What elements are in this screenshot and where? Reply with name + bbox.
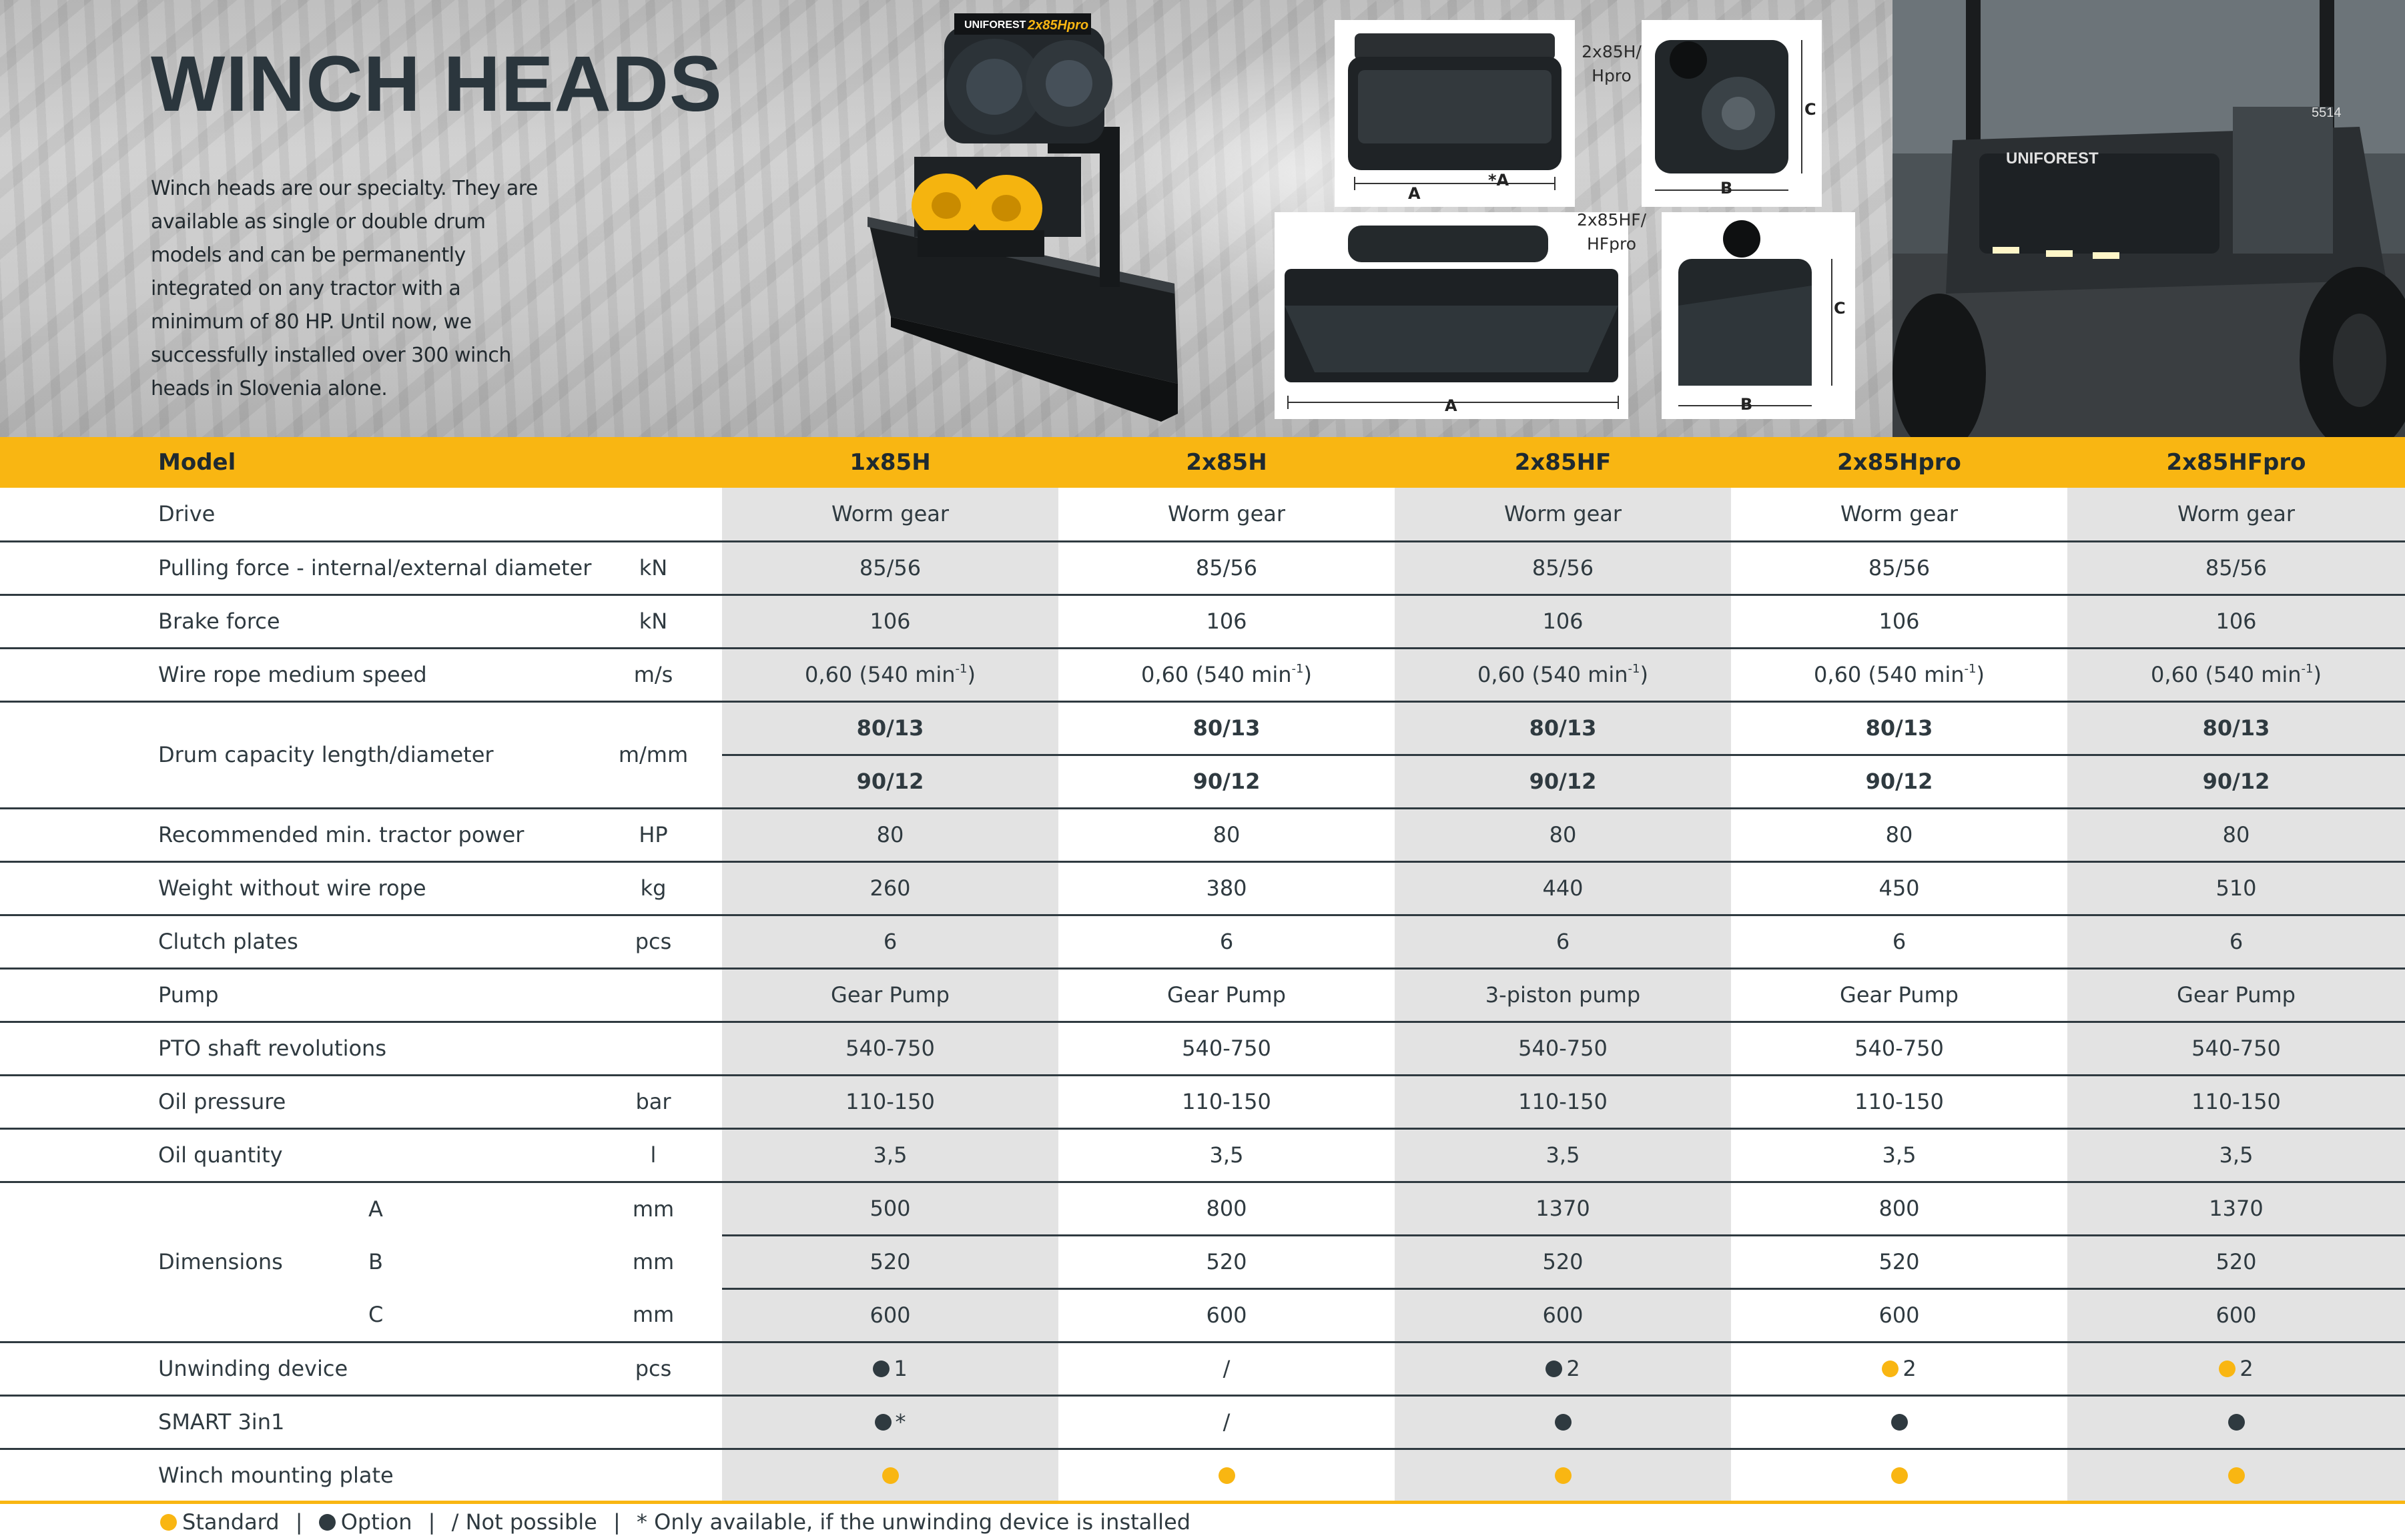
table-row [0, 915, 2405, 968]
unit-exponent: -1 [1628, 662, 1640, 676]
value-cell [722, 1022, 1058, 1075]
value-cell: 600 [722, 1288, 1058, 1342]
value-cell [722, 1449, 1058, 1502]
value-cell [722, 968, 1058, 1022]
row-unit: bar [585, 1075, 722, 1128]
cell-text: 80 [1885, 822, 1913, 847]
row-label: Oil quantity [0, 1128, 585, 1182]
standard-dot-icon [1891, 1467, 1908, 1484]
row-unit: m/mm [585, 701, 722, 808]
legend-separator: | [613, 1509, 621, 1535]
row-unit [585, 1449, 722, 1502]
value-cell [1731, 541, 2067, 595]
value-cell [1731, 1022, 2067, 1075]
dimension-sub-label: A [368, 1196, 383, 1222]
cell-text: 85/56 [2205, 555, 2268, 581]
model-2x85hpro: 2x85Hpro [1837, 449, 1961, 476]
table-row [0, 1395, 2405, 1449]
cell-text: Gear Pump [831, 982, 950, 1008]
value-cell [1058, 488, 1395, 541]
value-cell [1058, 915, 1395, 968]
row-unit: pcs [585, 915, 722, 968]
value-cell: 90/12 [1395, 755, 1731, 808]
value-cell [1058, 861, 1395, 915]
option-dot-icon [2228, 1414, 2245, 1431]
value-cell [2067, 915, 2405, 968]
value-cell: 90/12 [1058, 755, 1395, 808]
cell-text: 85/56 [1868, 555, 1931, 581]
value-cell: 80/13 [1058, 701, 1395, 755]
value-cell [1395, 808, 1731, 861]
value-cell [1395, 541, 1731, 595]
cell-text: Gear Pump [1167, 982, 1286, 1008]
closing-parenthesis: ) [1640, 662, 1648, 687]
table-header-row [0, 437, 2405, 488]
cell-text: 2 [2240, 1356, 2254, 1381]
value-cell [722, 1395, 1058, 1449]
cell-text: 540-750 [1518, 1036, 1608, 1061]
dimension-sub-label: B [368, 1249, 383, 1274]
drawing-2x85h-side [1642, 20, 1822, 207]
unit-exponent: -1 [1964, 662, 1977, 676]
cell-text: 380 [1206, 875, 1247, 901]
table-row [0, 1022, 2405, 1075]
row-unit [585, 968, 722, 1022]
cell-text: 6 [1219, 929, 1234, 954]
cell-text: 1 [894, 1356, 908, 1381]
row-label: Recommended min. tractor power [0, 808, 585, 861]
intro-paragraph: Winch heads are our specialty. They are available as single or double drum models and can be permanently integrated on any tractor with a minimum of 80 HP. Until now, we successfully installed over 300 winch heads in Slovenia alone. [151, 177, 538, 400]
value-cell: 90/12 [2067, 755, 2405, 808]
cell-text: 85/56 [1195, 555, 1258, 581]
specification-table [0, 437, 2405, 1504]
value-cell [2067, 1449, 2405, 1502]
cell-text: Worm gear [1167, 501, 1286, 527]
value-cell [2067, 595, 2405, 648]
value-cell [2067, 1342, 2405, 1395]
value-cell [1058, 1128, 1395, 1182]
value-cell [722, 1342, 1058, 1395]
value-cell [722, 1075, 1058, 1128]
value-cell [2067, 1075, 2405, 1128]
cell-text: 540-750 [1854, 1036, 1944, 1061]
unit-exponent: -1 [955, 662, 968, 676]
dimension-a-label: A [1408, 184, 1421, 203]
value-cell: 1370 [2067, 1182, 2405, 1235]
standard-dot-icon [160, 1514, 177, 1531]
row-unit: pcs [585, 1342, 722, 1395]
option-dot-icon [319, 1514, 336, 1531]
table-row [0, 808, 2405, 861]
standard-dot-icon [1219, 1467, 1235, 1484]
photo-brand-label: UNIFOREST [2006, 149, 2099, 167]
value-cell [1058, 1075, 1395, 1128]
row-unit [585, 488, 722, 541]
value-cell [1395, 915, 1731, 968]
dimension-sub-label: C [364, 1288, 585, 1342]
value-cell [2067, 968, 2405, 1022]
model-2x85hf: 2x85HF [1514, 449, 1612, 476]
option-dot-icon [1545, 1361, 1562, 1377]
cell-text: 80 [876, 822, 904, 847]
row-unit: m/s [585, 648, 722, 701]
value-cell [1731, 595, 2067, 648]
cell-text: 110-150 [2191, 1089, 2281, 1114]
value-cell [1395, 1449, 1731, 1502]
value-cell [722, 488, 1058, 541]
dimension-c-label: C [1804, 100, 1816, 119]
cell-text: Worm gear [1503, 501, 1622, 527]
value-cell [1731, 648, 2067, 701]
value-cell [1731, 1075, 2067, 1128]
table-row [0, 1075, 2405, 1128]
unit-exponent: -1 [1291, 662, 1304, 676]
value-cell: 520 [2067, 1235, 2405, 1288]
row-label: Drive [0, 488, 585, 541]
value-cell [1058, 541, 1395, 595]
value-cell [1731, 915, 2067, 968]
cell-text: 260 [870, 875, 911, 901]
value-cell: 800 [1731, 1182, 2067, 1235]
value-cell [1058, 1395, 1395, 1449]
value-cell [1731, 968, 2067, 1022]
model-1x85h: 1x85H [849, 449, 931, 476]
value-cell [1731, 808, 2067, 861]
value-cell: 90/12 [722, 755, 1058, 808]
table-row [0, 488, 2405, 541]
value-cell [1731, 1128, 2067, 1182]
table-body [0, 488, 2405, 1502]
cell-text: 0,60 (540 min [1814, 662, 1965, 687]
value-cell [722, 808, 1058, 861]
value-cell: 1370 [1395, 1182, 1731, 1235]
value-cell [1395, 1022, 1731, 1075]
cell-text: Worm gear [2177, 501, 2296, 527]
option-dot-icon [1891, 1414, 1908, 1431]
row-unit [585, 1022, 722, 1075]
page-title: WINCH HEADS [151, 40, 723, 128]
table-row [0, 968, 2405, 1022]
row-unit: HP [585, 808, 722, 861]
dimension-b-label-hf: B [1740, 395, 1753, 414]
cell-text: 106 [870, 609, 911, 634]
value-cell [1058, 1449, 1395, 1502]
cell-text: 510 [2215, 875, 2257, 901]
cell-text: 3-piston pump [1485, 982, 1641, 1008]
legend-option: Option [340, 1509, 412, 1535]
row-unit [585, 1395, 722, 1449]
cell-text: 2 [1903, 1356, 1917, 1381]
option-dot-icon [873, 1361, 890, 1377]
standard-dot-icon [2219, 1361, 2236, 1377]
cell-text: 6 [1556, 929, 1570, 954]
cell-text: 80 [1549, 822, 1577, 847]
cell-text: 440 [1542, 875, 1584, 901]
cell-text: * [895, 1409, 906, 1435]
row-label: Wire rope medium speed [0, 648, 585, 701]
standard-dot-icon [1555, 1467, 1572, 1484]
value-cell [722, 915, 1058, 968]
option-dot-icon [875, 1414, 892, 1431]
cell-text: 540-750 [2191, 1036, 2281, 1061]
cell-text: 80 [1213, 822, 1241, 847]
value-cell: 500 [722, 1182, 1058, 1235]
value-cell [1395, 1075, 1731, 1128]
table-row [0, 1449, 2405, 1502]
value-cell: 80/13 [1395, 701, 1731, 755]
closing-parenthesis: ) [1976, 662, 1985, 687]
legend-separator: | [295, 1509, 303, 1535]
legend-standard: Standard [182, 1509, 280, 1535]
cell-text: 106 [2215, 609, 2257, 634]
drawing-2x85h-front [1335, 20, 1575, 207]
product-brand-label: UNIFOREST [964, 19, 1026, 31]
row-label: Oil pressure [0, 1075, 585, 1128]
cell-text: 2 [1566, 1356, 1580, 1381]
row-unit: kN [585, 595, 722, 648]
value-cell [2067, 1022, 2405, 1075]
cell-text: 80 [2222, 822, 2250, 847]
cell-text: 3,5 [1882, 1142, 1917, 1168]
table-row [0, 541, 2405, 595]
cell-text: 106 [1878, 609, 1920, 634]
model-header: Model [158, 449, 236, 476]
value-cell [2067, 541, 2405, 595]
value-cell [1058, 1342, 1395, 1395]
winch-head-product-image [827, 13, 1201, 427]
value-cell [1058, 595, 1395, 648]
value-cell: 520 [1395, 1235, 1731, 1288]
value-cell [1731, 488, 2067, 541]
value-cell [1731, 1342, 2067, 1395]
value-cell [722, 541, 1058, 595]
closing-parenthesis: ) [2313, 662, 2322, 687]
table-row [0, 1342, 2405, 1395]
legend-separator: | [428, 1509, 436, 1535]
cell-text: 106 [1542, 609, 1584, 634]
product-model-label: 2x85Hpro [1028, 18, 1089, 33]
row-label: Clutch plates [0, 915, 585, 968]
cell-text: 106 [1206, 609, 1247, 634]
standard-dot-icon [1882, 1361, 1899, 1377]
value-cell: 80/13 [1731, 701, 2067, 755]
value-cell: 80/13 [722, 701, 1058, 755]
cell-text: 450 [1878, 875, 1920, 901]
standard-dot-icon [2228, 1467, 2245, 1484]
drawing-caption-2x85hf: 2x85HF/ HFpro [1576, 210, 1647, 254]
value-cell [1395, 1342, 1731, 1395]
table-row [0, 1128, 2405, 1182]
dimension-a-star-label: *A [1488, 171, 1509, 189]
cell-text: 0,60 (540 min [1477, 662, 1628, 687]
row-unit: mm [632, 1196, 675, 1222]
cell-text: 6 [883, 929, 898, 954]
cell-text: 6 [1892, 929, 1907, 954]
cell-text: Gear Pump [2177, 982, 2296, 1008]
unit-exponent: -1 [2301, 662, 2314, 676]
cell-text: 110-150 [1518, 1089, 1608, 1114]
legend-note: * Only available, if the unwinding device is installed [636, 1509, 1191, 1535]
row-label: Unwinding device [0, 1342, 585, 1395]
cell-text: 3,5 [1545, 1142, 1580, 1168]
value-cell [2067, 808, 2405, 861]
dimension-c-label-hf: C [1834, 299, 1846, 318]
value-cell: 520 [1058, 1235, 1395, 1288]
cell-text: 540-750 [1182, 1036, 1271, 1061]
table-row [0, 1182, 2405, 1235]
dimension-a-label-hf: A [1445, 396, 1457, 415]
value-cell [2067, 488, 2405, 541]
table-row [0, 595, 2405, 648]
value-cell [2067, 1128, 2405, 1182]
value-cell [1731, 861, 2067, 915]
value-cell: 600 [1731, 1288, 2067, 1342]
cell-text: / [1223, 1356, 1231, 1381]
row-unit: kg [585, 861, 722, 915]
table-row [0, 648, 2405, 701]
value-cell: 80/13 [2067, 701, 2405, 755]
closing-parenthesis: ) [1303, 662, 1312, 687]
drawing-2x85hf-side [1662, 212, 1855, 419]
row-label: PTO shaft revolutions [0, 1022, 585, 1075]
cell-text: Gear Pump [1840, 982, 1959, 1008]
cell-text: 0,60 (540 min [1141, 662, 1292, 687]
value-cell [722, 1128, 1058, 1182]
standard-dot-icon [882, 1467, 899, 1484]
row-label: Brake force [0, 595, 585, 648]
value-cell [1731, 1395, 2067, 1449]
cell-text: Worm gear [831, 501, 950, 527]
value-cell [1058, 1022, 1395, 1075]
row-unit: kN [585, 541, 722, 595]
cell-text: 540-750 [845, 1036, 935, 1061]
hero-banner [0, 0, 2405, 437]
photo-badge-label: 5514 [2312, 105, 2342, 120]
cell-text: 85/56 [859, 555, 922, 581]
value-cell: 600 [1395, 1288, 1731, 1342]
dimension-b-label: B [1720, 179, 1733, 198]
option-dot-icon [1555, 1414, 1572, 1431]
closing-parenthesis: ) [967, 662, 976, 687]
row-label: Pump [0, 968, 585, 1022]
cell-text: 3,5 [873, 1142, 908, 1168]
cell-text: 3,5 [2219, 1142, 2254, 1168]
row-unit: mm [585, 1288, 722, 1342]
row-label: Weight without wire rope [0, 861, 585, 915]
row-label: Winch mounting plate [0, 1449, 585, 1502]
legend-not-possible: / Not possible [451, 1509, 597, 1535]
value-cell [2067, 861, 2405, 915]
cell-text: Worm gear [1840, 501, 1959, 527]
row-label: Drum capacity length/diameter [0, 701, 585, 808]
row-label: SMART 3in1 [0, 1395, 585, 1449]
table-row [0, 701, 2405, 755]
row-unit: l [585, 1128, 722, 1182]
cell-text: 85/56 [1531, 555, 1594, 581]
value-cell [1058, 648, 1395, 701]
value-cell [1395, 595, 1731, 648]
value-cell [1395, 1395, 1731, 1449]
cell-text: 0,60 (540 min [805, 662, 956, 687]
value-cell [2067, 1395, 2405, 1449]
cell-text: 110-150 [1854, 1089, 1944, 1114]
value-cell [1395, 648, 1731, 701]
model-2x85hfpro: 2x85HFpro [2166, 449, 2306, 476]
cell-text: 0,60 (540 min [2151, 662, 2302, 687]
value-cell: 520 [722, 1235, 1058, 1288]
value-cell [722, 648, 1058, 701]
table-row [0, 861, 2405, 915]
value-cell [1395, 968, 1731, 1022]
model-2x85h: 2x85H [1186, 449, 1267, 476]
cell-text: / [1223, 1409, 1231, 1435]
tractor-photo [1893, 0, 2405, 437]
value-cell: 600 [1058, 1288, 1395, 1342]
cell-text: 110-150 [845, 1089, 935, 1114]
row-label: Pulling force - internal/external diameter [0, 541, 585, 595]
value-cell [722, 861, 1058, 915]
drawing-caption-2x85h: 2x85H/ Hpro [1582, 42, 1642, 85]
value-cell [1058, 968, 1395, 1022]
cell-text: 3,5 [1209, 1142, 1244, 1168]
cell-text: 6 [2229, 929, 2244, 954]
value-cell [1731, 1449, 2067, 1502]
value-cell [1395, 488, 1731, 541]
value-cell: 800 [1058, 1182, 1395, 1235]
value-cell [722, 595, 1058, 648]
value-cell [2067, 648, 2405, 701]
row-unit: mm [632, 1249, 675, 1274]
value-cell: 600 [2067, 1288, 2405, 1342]
value-cell: 90/12 [1731, 755, 2067, 808]
row-label: Dimensions [0, 1182, 364, 1342]
cell-text: 110-150 [1182, 1089, 1271, 1114]
value-cell [1395, 1128, 1731, 1182]
value-cell [1395, 861, 1731, 915]
value-cell [1058, 808, 1395, 861]
legend [160, 1509, 1190, 1535]
value-cell: 520 [1731, 1235, 2067, 1288]
